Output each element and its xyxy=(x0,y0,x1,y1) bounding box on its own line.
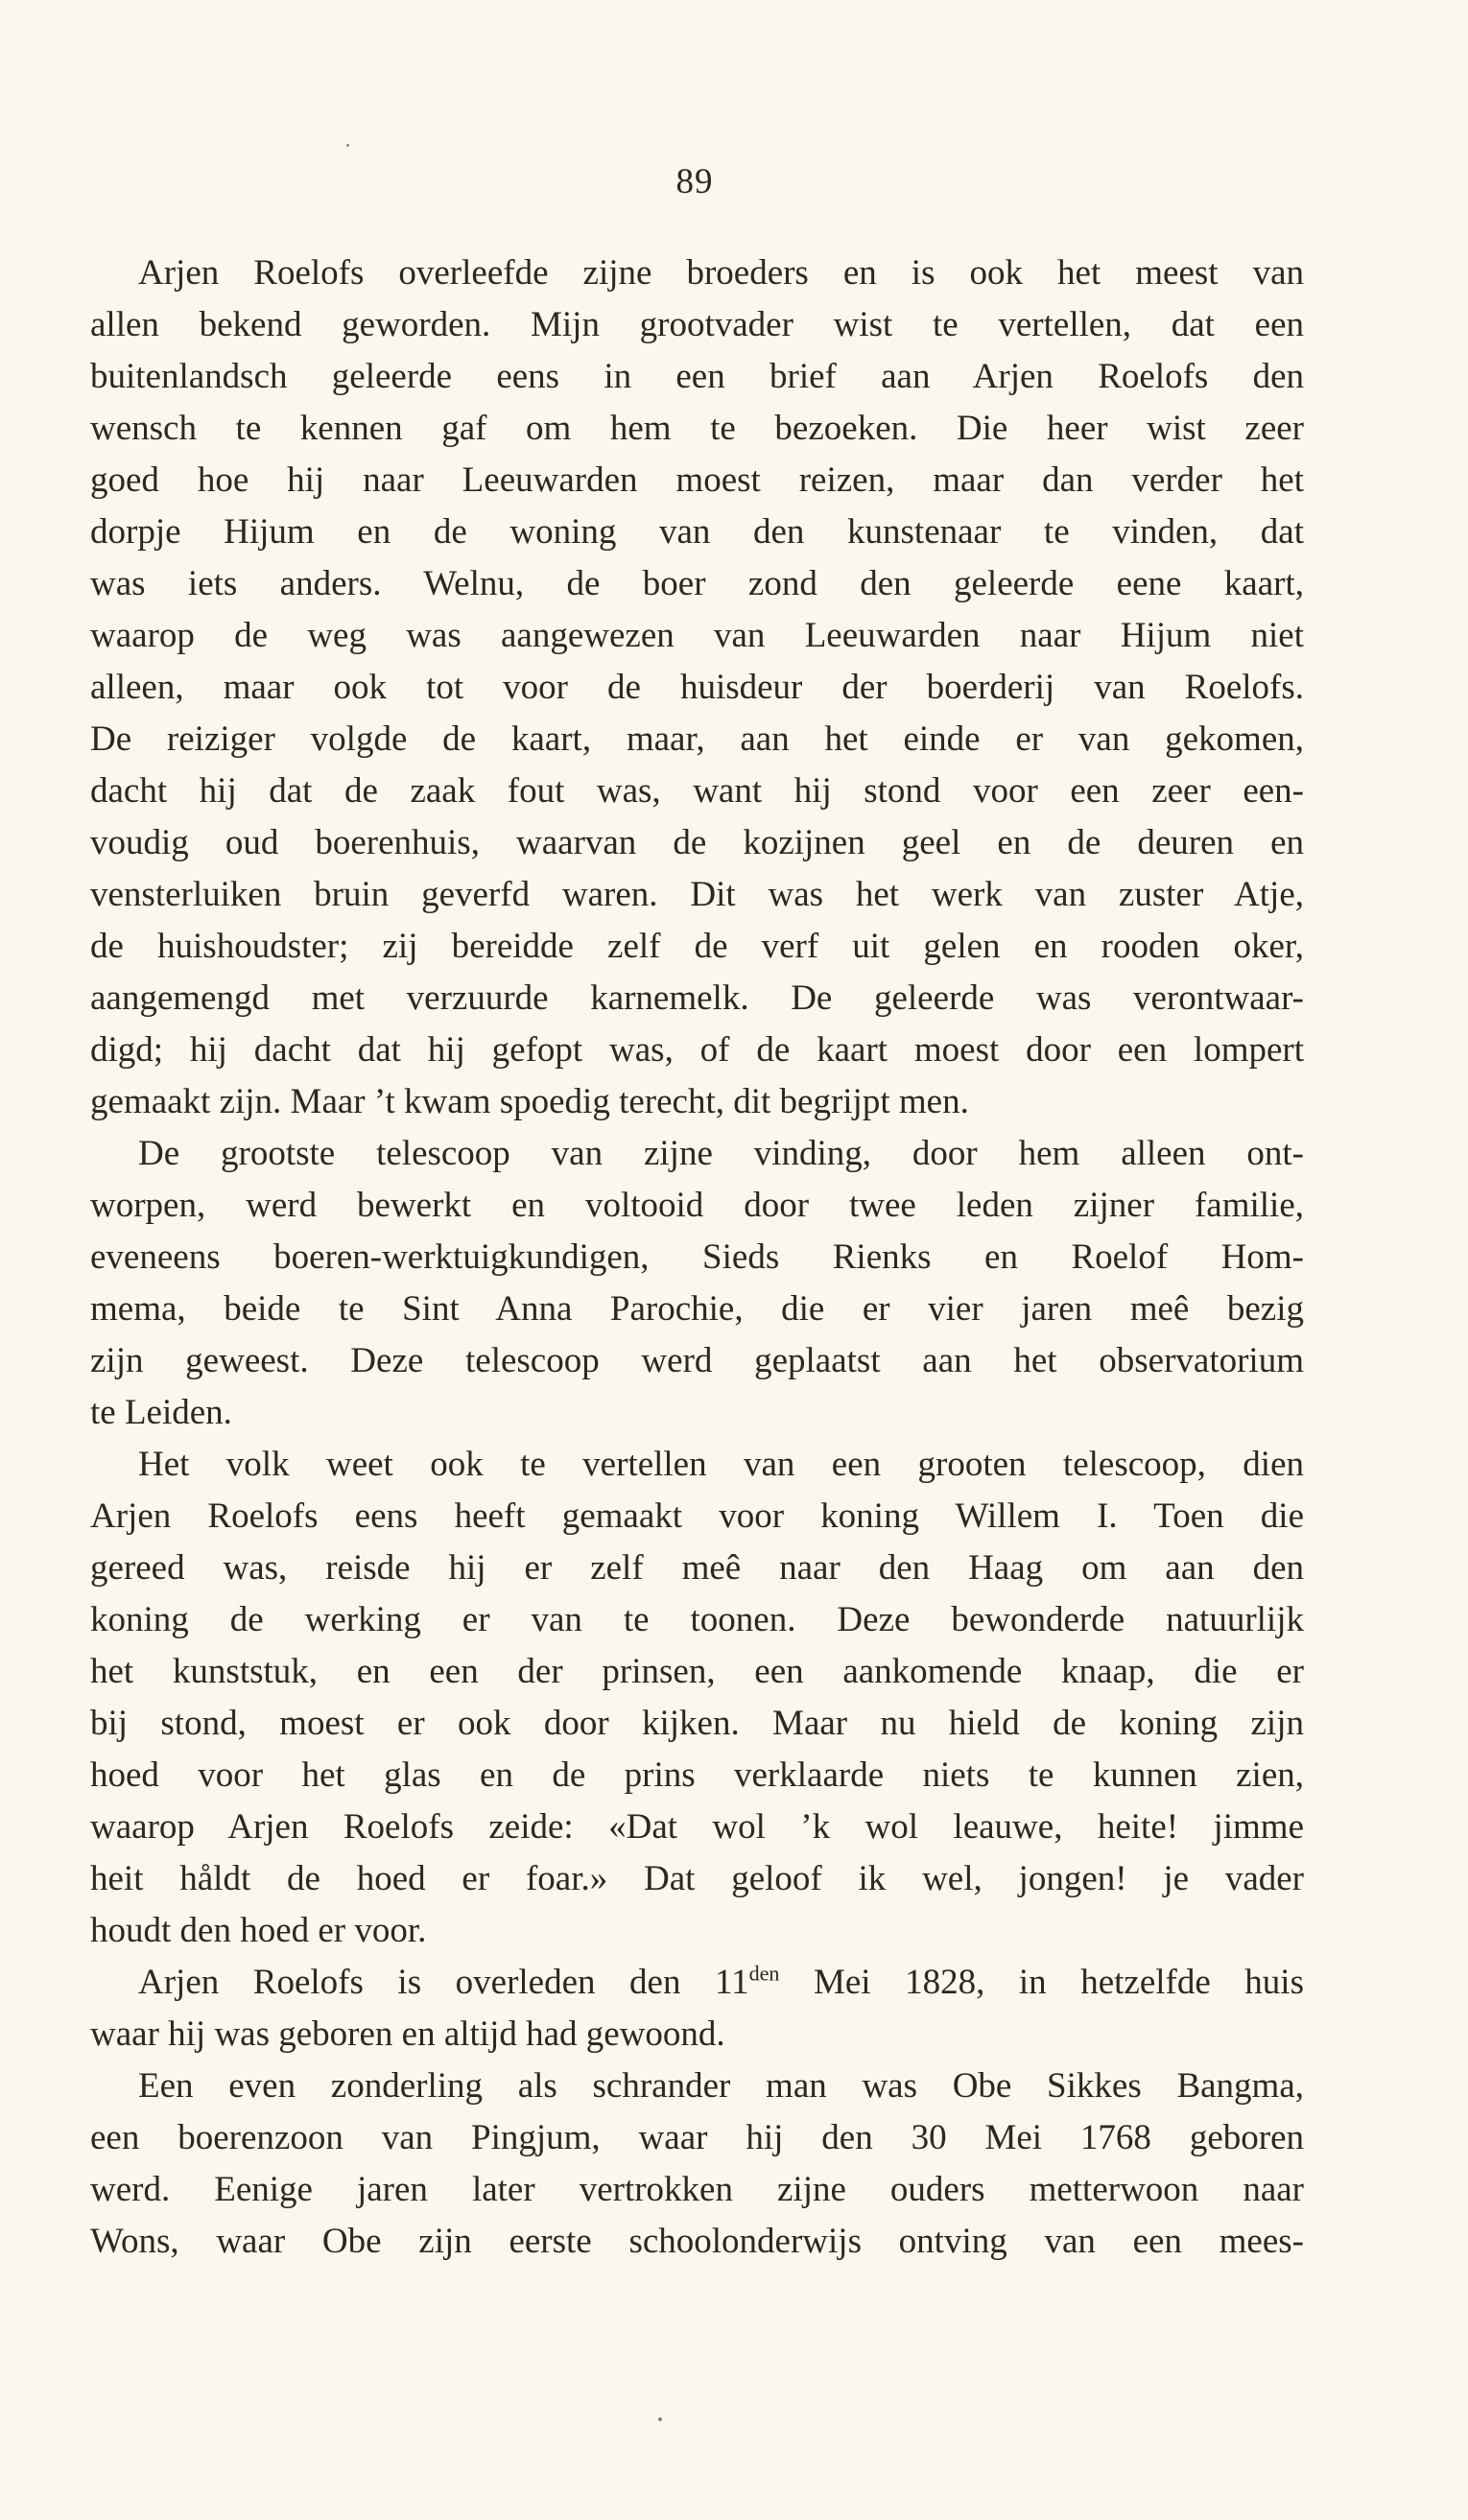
text-line: heit håldt de hoed er foar.» Dat geloof ik wel, jongen! je vader xyxy=(90,1859,1304,1898)
text-line: koning de werking er van te toonen. Deze bewonderde natuurlijk xyxy=(90,1600,1304,1639)
page-number: 89 xyxy=(675,162,714,201)
paragraph-5 xyxy=(90,2061,1304,2268)
text-line: hoed voor het glas en de prins verklaarde niets te kunnen zien, xyxy=(90,1755,1304,1795)
text-line: gemaakt zijn. Maar ’t kwam spoedig terecht, dit begrijpt men. xyxy=(90,1082,969,1121)
text-line: Arjen Roelofs overleefde zijne broeders en is ook het meest van xyxy=(138,253,1304,293)
text-line: De grootste telescoop van zijne vinding, door hem alleen ont- xyxy=(138,1134,1304,1173)
text-line: te Leiden. xyxy=(90,1393,232,1432)
text-line: dorpje Hijum en de woning van den kunstenaar te vinden, dat xyxy=(90,512,1304,552)
text-line: houdt den hoed er voor. xyxy=(90,1911,427,1950)
text-line: eveneens boeren-werktuigkundigen, Sieds Rienks en Roelof Hom- xyxy=(90,1237,1304,1277)
text-line: werd. Eenige jaren later vertrokken zijne ouders metterwoon naar xyxy=(90,2170,1304,2209)
text-line: mema, beide te Sint Anna Parochie, die er vier jaren meê bezig xyxy=(90,1289,1304,1329)
text-line: Wons, waar Obe zijn eerste schoolonderwijs ontving van een mees- xyxy=(90,2222,1304,2261)
text-line: waarop de weg was aangewezen van Leeuwarden naar Hijum niet xyxy=(90,616,1304,655)
text-line: allen bekend geworden. Mijn grootvader wist te vertellen, dat een xyxy=(90,305,1304,344)
text-line: goed hoe hij naar Leeuwarden moest reizen, maar dan verder het xyxy=(90,460,1304,500)
text-line: een boerenzoon van Pingjum, waar hij den 30 Mei 1768 geboren xyxy=(90,2118,1304,2157)
text-line: bij stond, moest er ook door kijken. Maar nu hield de koning zijn xyxy=(90,1704,1304,1743)
text-line-with-superscript xyxy=(90,1957,1304,2009)
text-line: vensterluiken bruin geverfd waren. Dit was het werk van zuster Atje, xyxy=(90,875,1304,914)
text-line: waar hij was geboren en altijd had gewoond. xyxy=(90,2014,725,2054)
superscript-den: den xyxy=(748,1961,780,1986)
text-line: dacht hij dat de zaak fout was, want hij stond voor een zeer een- xyxy=(90,771,1304,811)
text-segment: Arjen Roelofs is overleden den 11 xyxy=(138,1963,749,2002)
text-line: wensch te kennen gaf om hem te bezoeken. Die heer wist zeer xyxy=(90,409,1304,448)
text-line: alleen, maar ook tot voor de huisdeur der boerderij van Roelofs. xyxy=(90,668,1304,707)
text-line: De reiziger volgde de kaart, maar, aan het einde er van gekomen, xyxy=(90,719,1304,759)
margin-speck-top xyxy=(346,144,349,147)
margin-speck-bottom xyxy=(658,2417,662,2421)
text-line: het kunststuk, en een der prinsen, een aankomende knaap, die er xyxy=(90,1652,1304,1691)
text-segment: Mei 1828, in hetzelfde huis xyxy=(779,1963,1304,2002)
text-line: de huishoudster; zij bereidde zelf de verf uit gelen en rooden oker, xyxy=(90,927,1304,966)
text-line: gereed was, reisde hij er zelf meê naar den Haag om aan den xyxy=(90,1548,1304,1588)
text-line: Arjen Roelofs eens heeft gemaakt voor koning Willem I. Toen die xyxy=(90,1496,1304,1536)
text-line: aangemengd met verzuurde karnemelk. De geleerde was verontwaar- xyxy=(90,978,1304,1018)
text-line: worpen, werd bewerkt en voltooid door twee leden zijner familie, xyxy=(90,1186,1304,1225)
paragraph-2 xyxy=(90,1128,1304,1439)
text-line: was iets anders. Welnu, de boer zond den geleerde eene kaart, xyxy=(90,564,1304,603)
paragraph-4 xyxy=(90,1957,1304,2061)
text-line: zijn geweest. Deze telescoop werd geplaatst aan het observatorium xyxy=(90,1341,1304,1380)
text-line: buitenlandsch geleerde eens in een brief aan Arjen Roelofs den xyxy=(90,357,1304,396)
text-line: digd; hij dacht dat hij gefopt was, of de kaart moest door een lompert xyxy=(90,1030,1304,1070)
paragraph-1 xyxy=(90,247,1304,1128)
text-line: Het volk weet ook te vertellen van een grooten telescoop, dien xyxy=(138,1445,1304,1484)
text-line: waarop Arjen Roelofs zeide: «Dat wol ’k wol leauwe, heite! jimme xyxy=(90,1807,1304,1847)
text-line: voudig oud boerenhuis, waarvan de kozijnen geel en de deuren en xyxy=(90,823,1304,862)
text-line: Een even zonderling als schrander man was Obe Sikkes Bangma, xyxy=(138,2066,1304,2106)
body-text xyxy=(90,247,1304,2268)
paragraph-3 xyxy=(90,1439,1304,1957)
